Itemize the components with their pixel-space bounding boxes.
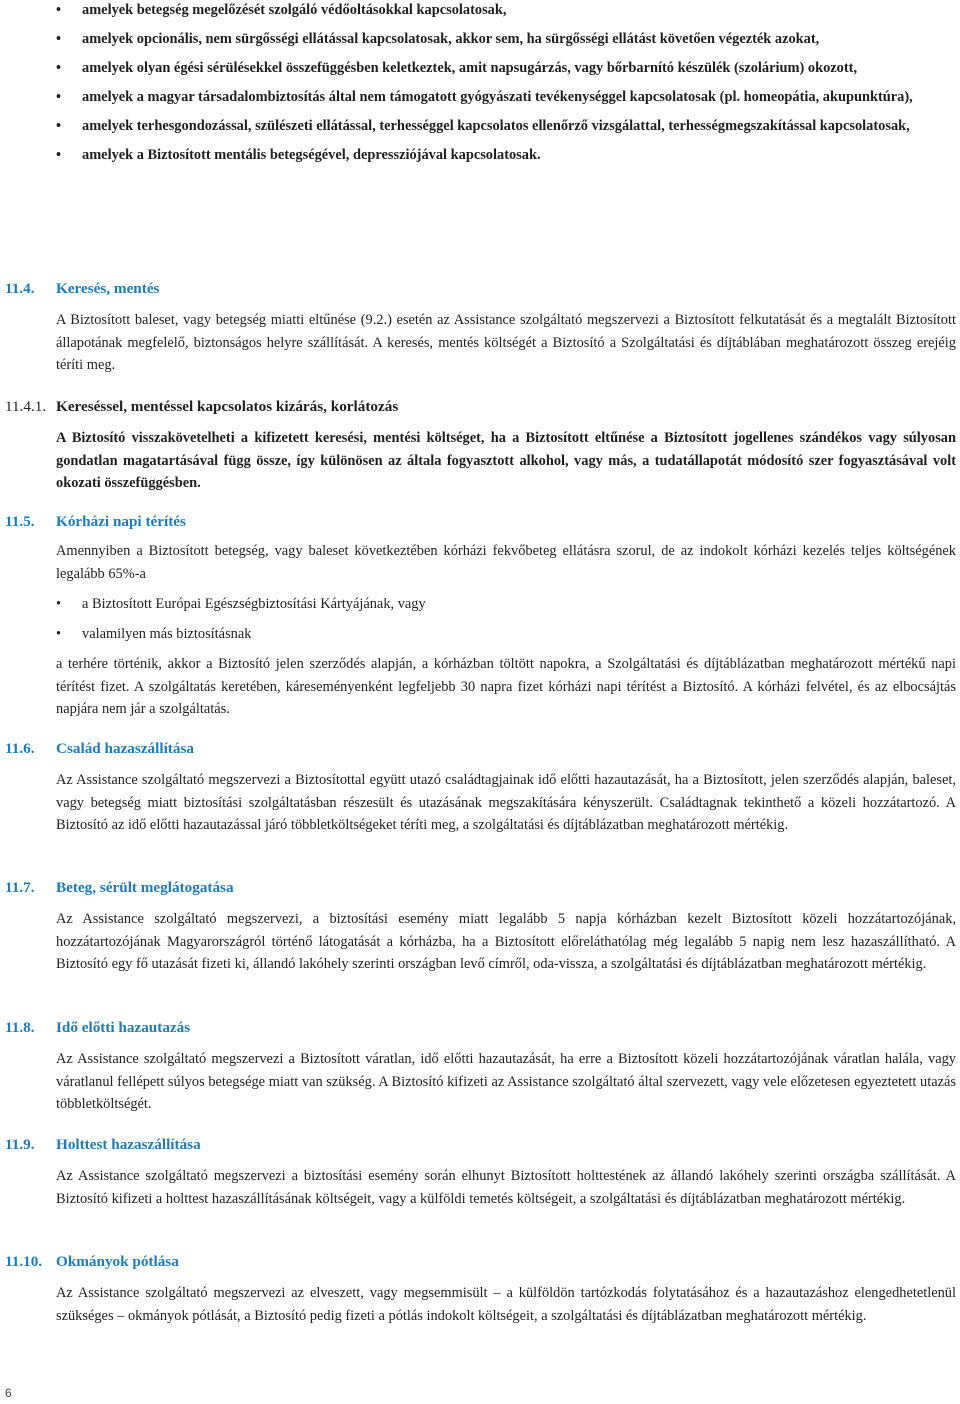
section-heading bbox=[0, 1251, 960, 1273]
bullet-icon: • bbox=[56, 31, 62, 47]
section-heading bbox=[0, 1134, 960, 1156]
section-heading bbox=[0, 278, 960, 300]
section-body: Az Assistance szolgáltató megszervezi a biztosítási esemény során elhunyt Biztosított holttestének az állandó lakóhely szerinti országba szállítását. A Biztosító kifizeti a holttest hazaszállításának költségeit, vagy a külföldi temetés költségeit, a szolgáltatási és díjtáblázatban meghatározott mértékig. bbox=[56, 1168, 956, 1207]
section-11-7 bbox=[0, 877, 960, 976]
section-heading bbox=[0, 738, 960, 760]
section-title: Kereséssel, mentéssel kapcsolatos kizárás, korlátozás bbox=[56, 398, 399, 415]
list-item: • amelyek a Biztosított mentális betegségével, depressziójával kapcsolatosak. bbox=[0, 144, 960, 166]
section-body: a terhére történik, akkor a Biztosító jelen szerződés alapján, a kórházban töltött napokra, a Szolgáltatási és díjtáblázatban meghatározott mértékű napi térítést fizet. A szolgáltatás keretében, káreseményenként legfeljebb 30 napra fizet kórházi napi térítést a Biztosító. A kórházi felvétel, és az elbocsájtás napjára nem jár a szolgáltatás. bbox=[56, 656, 956, 717]
list-item: • amelyek betegség megelőzését szolgáló védőoltásokkal kapcsolatosak, bbox=[0, 0, 960, 21]
section-11-4 bbox=[0, 278, 960, 377]
list-item: • valamilyen más biztosításnak bbox=[0, 623, 960, 645]
section-11-5 bbox=[0, 511, 960, 721]
section-title: Holttest hazaszállítása bbox=[56, 1136, 201, 1153]
section-heading bbox=[0, 1017, 960, 1039]
exclusions-list bbox=[0, 0, 960, 173]
list-item: • amelyek olyan égési sérülésekkel összefüggésben keletkeztek, amit napsugárzás, vagy bőrbarnító készülék (szolárium) okozott, bbox=[0, 57, 960, 79]
section-intro: Amennyiben a Biztosított betegség, vagy baleset következtében kórházi fekvőbeteg ellátásra szorul, de az indokolt kórházi kezelés teljes költségének legalább 65%-a bbox=[56, 543, 956, 582]
section-11-6 bbox=[0, 738, 960, 837]
bullet-icon: • bbox=[56, 118, 62, 134]
section-body: Az Assistance szolgáltató megszervezi a Biztosítottal együtt utazó családtagjainak idő előtti hazautazását, ha a Biztosított, jelen szerződés alapján, baleset, vagy betegség miatt biztosítási szolgáltatásban részesült és utazásának megszakítására kényszerült. Családtagnak tekinthető a közeli hozzátartozó. A Biztosító az idő előtti hazautazással járó többletköltségeket téríti meg, a szolgáltatási és díjtáblázatban meghatározott mértékig. bbox=[56, 772, 956, 833]
bullet-icon: • bbox=[56, 2, 62, 18]
list-item: • a Biztosított Európai Egészségbiztosítási Kártyájának, vagy bbox=[0, 593, 960, 615]
section-number: 11.6. bbox=[5, 740, 35, 757]
list-item: • amelyek terhesgondozással, szülészeti ellátással, terhességgel kapcsolatos ellenőrző vizsgálattal, terhességmegszakítással kapcsolatosak, bbox=[0, 115, 960, 137]
section-title: Keresés, mentés bbox=[56, 280, 160, 297]
bullet-icon: • bbox=[56, 89, 62, 105]
section-number: 11.8. bbox=[5, 1019, 35, 1036]
bullet-icon: • bbox=[56, 60, 62, 76]
section-body: Az Assistance szolgáltató megszervezi az elveszett, vagy megsemmisült – a külföldön tartózkodás folytatásához és a hazautazáshoz elengedhetetlenül szükséges – okmányok pótlását, a Biztosító pedig fizeti a pótlás indokolt költségeit, a szolgáltatási és díjtáblázatban meghatározott mértékig. bbox=[56, 1285, 956, 1324]
section-title: Kórházi napi térítés bbox=[56, 513, 186, 530]
section-number: 11.4. bbox=[5, 280, 35, 297]
subsection-heading bbox=[0, 396, 960, 418]
section-title: Okmányok pótlása bbox=[56, 1253, 179, 1270]
bullet-icon: • bbox=[56, 596, 62, 612]
section-heading bbox=[0, 511, 960, 533]
bullet-icon: • bbox=[56, 147, 62, 163]
bullet-icon: • bbox=[56, 626, 62, 642]
section-number: 11.9. bbox=[5, 1136, 35, 1153]
section-heading bbox=[0, 877, 960, 899]
section-11-4-1 bbox=[0, 396, 960, 495]
section-11-8 bbox=[0, 1017, 960, 1116]
page-number: 6 bbox=[5, 1386, 12, 1400]
list-item: • amelyek a magyar társadalombiztosítás által nem támogatott gyógyászati tevékenységgel kapcsolatosak (pl. homeopátia, akupunktúra), bbox=[0, 86, 960, 108]
section-11-9 bbox=[0, 1134, 960, 1210]
section-body: A Biztosító visszakövetelheti a kifizetett keresési, mentési költséget, ha a Biztosított eltűnése a Biztosított jogellenes szándékos vagy súlyosan gondatlan magatartásával függ össze, így különösen az általa fogyasztott alkohol, vagy más, a tudatállapotát módosító szer fogyasztásával volt okozati összefüggésben. bbox=[56, 430, 956, 491]
section-title: Család hazaszállítása bbox=[56, 740, 194, 757]
coverage-list bbox=[0, 593, 960, 645]
section-title: Beteg, sérült meglátogatása bbox=[56, 879, 234, 896]
section-number: 11.4.1. bbox=[5, 398, 47, 415]
list-item: • amelyek opcionális, nem sürgősségi ellátással kapcsolatosak, akkor sem, ha sürgősségi ellátást követően végezték azokat, bbox=[0, 28, 960, 50]
section-body: A Biztosított baleset, vagy betegség miatti eltűnése (9.2.) esetén az Assistance szolgáltató megszervezi a Biztosított felkutatását és a megtalált Biztosított állapotának megfelelő, biztonságos helyre szállítását. A keresés, mentés költségét a Biztosító a Szolgáltatási és díjtáblában meghatározott összeg erejéig téríti meg. bbox=[56, 312, 956, 373]
section-number: 11.5. bbox=[5, 513, 35, 530]
section-11-10 bbox=[0, 1251, 960, 1327]
section-number: 11.7. bbox=[5, 879, 35, 896]
section-title: Idő előtti hazautazás bbox=[56, 1019, 191, 1036]
section-number: 11.10. bbox=[5, 1253, 43, 1270]
section-body: Az Assistance szolgáltató megszervezi, a biztosítási esemény miatt legalább 5 napja kórházban kezelt Biztosított közeli hozzátartozójának, hozzátartozójának Magyarországról történő látogatását a kórházba, ha a Biztosított előreláthatólag még legalább 5 napig nem lesz hazaszállítható. A Biztosító egy fő utazását fizeti ki, állandó lakóhely szerinti országban levő címről, oda-vissza, a szolgáltatási és díjtáblázatban meghatározott mértékig. bbox=[56, 911, 956, 972]
section-body: Az Assistance szolgáltató megszervezi a Biztosított váratlan, idő előtti hazautazását, ha erre a Biztosított közeli hozzátartozójának váratlan halála, vagy váratlanul fellépett súlyos betegsége miatt van szükség. A Biztosító kifizeti az Assistance szolgáltató által szervezett, vagy vele előzetesen egyeztetett utazás többletköltségét. bbox=[56, 1051, 956, 1112]
